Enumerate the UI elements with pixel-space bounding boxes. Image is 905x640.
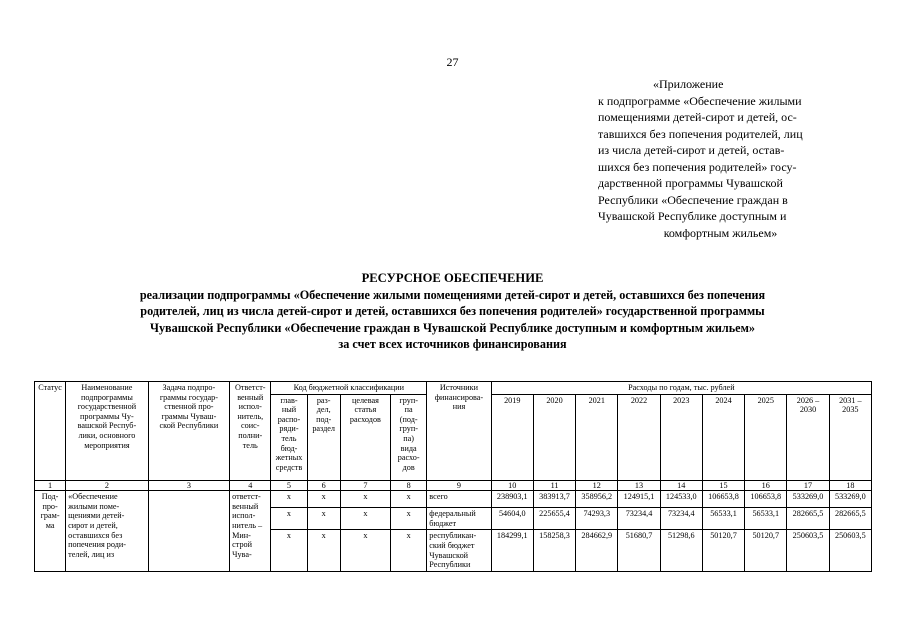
header-expenses-by-year: Расходы по годам, тыс. рублей [491,382,871,395]
title-line: за счет всех источников финансирования [338,337,567,351]
budget-code-cell: x [340,491,390,508]
title-line: Чувашской Республики «Обеспечение граждан в Чувашской Республике доступным и комфортным жильем» [150,320,755,335]
expense-value-cell: 50120,7 [702,530,744,571]
column-number: 13 [618,480,660,491]
budget-code-cell: x [307,530,340,571]
expense-value-cell: 56533,1 [702,508,744,530]
header-sources: Источники финансирова- ния [427,382,491,481]
appendix-line: комфортным жильем» [663,225,778,240]
appendix-line: Чувашской Республике доступным и [598,209,787,223]
expense-value-cell: 250603,5 [787,530,829,571]
expense-value-cell: 383913,7 [533,491,575,508]
appendix-line: из числа детей-сирот и детей, остав- [598,143,785,157]
column-number: 15 [702,480,744,491]
appendix-line: шихся без попечения родителей» госу- [598,159,797,174]
budget-code-cell: x [340,530,390,571]
column-number: 12 [576,480,618,491]
column-number: 5 [271,480,307,491]
expense-value-cell: 50120,7 [745,530,787,571]
appendix-line: к подпрограмме «Обеспечение жилыми [598,93,802,108]
appendix-line: тавшихся без попечения родителей, лиц [598,126,803,141]
row-status: Под- про- грам- ма [35,491,66,572]
column-number: 18 [829,480,871,491]
header-year: 2019 [491,394,533,480]
header-year: 2024 [702,394,744,480]
header-year: 2026 – 2030 [787,394,829,480]
budget-code-cell: x [271,530,307,571]
column-number: 1 [35,480,66,491]
expense-value-cell: 54604,0 [491,508,533,530]
header-budget-classification: Код бюджетной классификации [271,382,427,395]
column-number: 2 [66,480,148,491]
funding-source-cell: федеральный бюджет [427,508,491,530]
expense-value-cell: 158258,3 [533,530,575,571]
header-year: 2021 [576,394,618,480]
header-bk-main-manager: глав- ный распо- ряди- тель бюд- жетных средств [271,394,307,480]
column-number: 11 [533,480,575,491]
column-number: 17 [787,480,829,491]
expense-value-cell: 225655,4 [533,508,575,530]
expense-value-cell: 284662,9 [576,530,618,571]
budget-code-cell: x [307,508,340,530]
expense-value-cell: 74293,3 [576,508,618,530]
expense-value-cell: 124533,0 [660,491,702,508]
header-year: 2020 [533,394,575,480]
expense-value-cell: 533269,0 [787,491,829,508]
expense-value-cell: 51298,6 [660,530,702,571]
expense-value-cell: 106653,8 [702,491,744,508]
header-task: Задача подпро- граммы государ- ственной про- граммы Чуваш- ской Республики [148,382,229,481]
budget-code-cell: x [391,530,427,571]
resource-table [34,381,872,572]
expense-value-cell: 250603,5 [829,530,871,571]
expense-value-cell: 73234,4 [660,508,702,530]
column-number: 9 [427,480,491,491]
page-number: 27 [446,55,459,69]
row-executor: ответст- венный испол- нитель – Мин- строй Чува- [230,491,271,572]
column-number: 7 [340,480,390,491]
budget-code-cell: x [340,508,390,530]
title-main: РЕСУРСНОЕ ОБЕСПЕЧЕНИЕ [361,271,544,285]
budget-code-cell: x [271,491,307,508]
budget-code-cell: x [391,491,427,508]
appendix-note [598,76,843,241]
header-bk-target-article: целевая статья расходов [340,394,390,480]
header-bk-expense-group: груп- па (под- груп- па) вида расхо- дов [391,394,427,480]
header-year: 2031 – 2035 [829,394,871,480]
expense-value-cell: 358956,2 [576,491,618,508]
column-number: 4 [230,480,271,491]
expense-value-cell: 282665,5 [829,508,871,530]
expense-value-cell: 56533,1 [745,508,787,530]
header-year: 2022 [618,394,660,480]
column-number: 10 [491,480,533,491]
expense-value-cell: 73234,4 [618,508,660,530]
expense-value-cell: 51680,7 [618,530,660,571]
header-name: Наименование подпрограммы государственной программы Чу- вашской Респуб- лики, основного мероприятия [66,382,148,481]
header-executor: Ответст- венный испол- нитель, соис- полни- тель [230,382,271,481]
column-number: 14 [660,480,702,491]
funding-source-cell: всего [427,491,491,508]
header-year: 2025 [745,394,787,480]
row-task [148,491,229,572]
document-title [40,270,865,353]
budget-code-cell: x [271,508,307,530]
funding-source-cell: республикан- ский бюджет Чувашской Республики [427,530,491,571]
column-number: 8 [391,480,427,491]
header-status: Статус [35,382,66,481]
expense-value-cell: 106653,8 [745,491,787,508]
expense-value-cell: 184299,1 [491,530,533,571]
budget-code-cell: x [391,508,427,530]
header-year: 2023 [660,394,702,480]
expense-value-cell: 533269,0 [829,491,871,508]
appendix-line: «Приложение [653,77,724,91]
row-name: «Обеспечение жилыми поме- щениями детей- сирот и детей, оставшихся без попечения роди- телей, лиц из [66,491,148,572]
appendix-line: помещениями детей-сирот и детей, ос- [598,110,797,124]
column-number: 3 [148,480,229,491]
budget-code-cell: x [307,491,340,508]
expense-value-cell: 282665,5 [787,508,829,530]
expense-value-cell: 238903,1 [491,491,533,508]
title-line: реализации подпрограммы «Обеспечение жилыми помещениями детей-сирот и детей, оставшихся без попечения [139,287,766,302]
expense-value-cell: 124915,1 [618,491,660,508]
column-number: 6 [307,480,340,491]
title-line: родителей, лиц из числа детей-сирот и детей, оставшихся без попечения родителей» государственной программы [140,304,765,318]
appendix-line: Республики «Обеспечение граждан в [598,192,788,207]
header-bk-section: раз- дел, под- раздел [307,394,340,480]
column-number: 16 [745,480,787,491]
appendix-line: дарственной программы Чувашской [598,176,783,190]
